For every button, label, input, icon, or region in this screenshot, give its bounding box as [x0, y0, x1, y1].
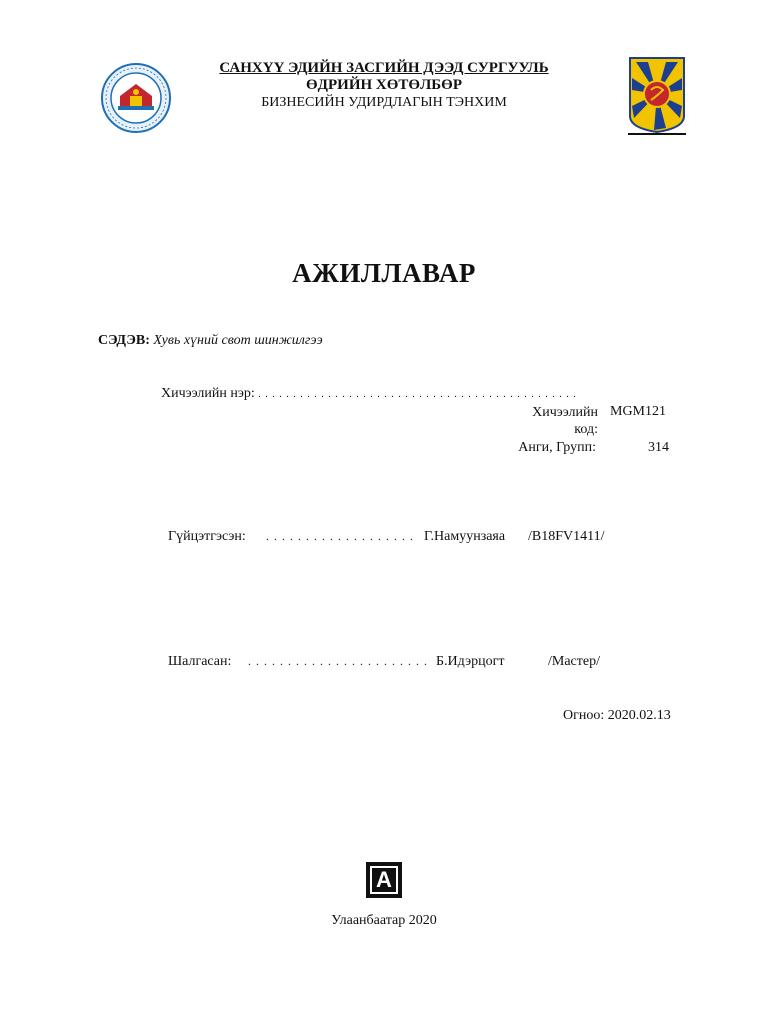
topic-label: СЭДЭВ: [98, 333, 150, 348]
date-label: Огноо: [563, 708, 605, 723]
course-code-value: MGM121 [610, 404, 667, 419]
course-name-line [161, 386, 577, 402]
topic-line [98, 333, 323, 349]
checker-dots: . . . . . . . . . . . . . . . . . . . . . . . [248, 654, 428, 668]
performer-id: /B18FV1411/ [528, 529, 605, 544]
course-name-dots: . . . . . . . . . . . . . . . . . . . . . . . . . . . . . . . . . . . . . . . . . . . . . . [258, 389, 577, 400]
checker-name: Б.Идэрцогт [436, 654, 505, 669]
performer-name: Г.Намуунзаяа [424, 529, 506, 544]
program-name: ӨДРИЙН ХӨТӨЛБӨР [306, 77, 462, 93]
department-name: БИЗНЕСИЙН УДИРДЛАГЫН ТЭНХИМ [261, 95, 507, 110]
document-title: АЖИЛЛАВАР [292, 258, 476, 288]
topic-value: Хувь хүний свот шинжилгээ [153, 333, 323, 348]
group-value: 314 [648, 440, 669, 455]
course-code-label-line2: код: [574, 422, 598, 437]
performer-dots: . . . . . . . . . . . . . . . . . . . [266, 529, 414, 543]
group-label: Анги, Групп: [518, 440, 596, 455]
course-name-label: Хичээлийн нэр: [161, 386, 255, 401]
date-value: 2020.02.13 [607, 708, 671, 723]
course-code-label [520, 404, 598, 438]
university-name: САНХҮҮ ЭДИЙН ЗАСГИЙН ДЭЭД СУРГУУЛЬ [219, 60, 549, 76]
checker-label: Шалгасан: [168, 654, 232, 669]
logo-letter: A [370, 866, 398, 894]
performer-label: Гүйцэтгэсэн: [168, 529, 246, 544]
city-year: Улаанбаатар 2020 [331, 913, 437, 928]
checker-title: /Мастер/ [548, 654, 600, 669]
course-code-label-line1: Хичээлийн [532, 405, 598, 420]
date-line [563, 708, 671, 724]
shield-emblem-icon [626, 56, 688, 136]
letter-a-logo-icon [366, 862, 402, 898]
